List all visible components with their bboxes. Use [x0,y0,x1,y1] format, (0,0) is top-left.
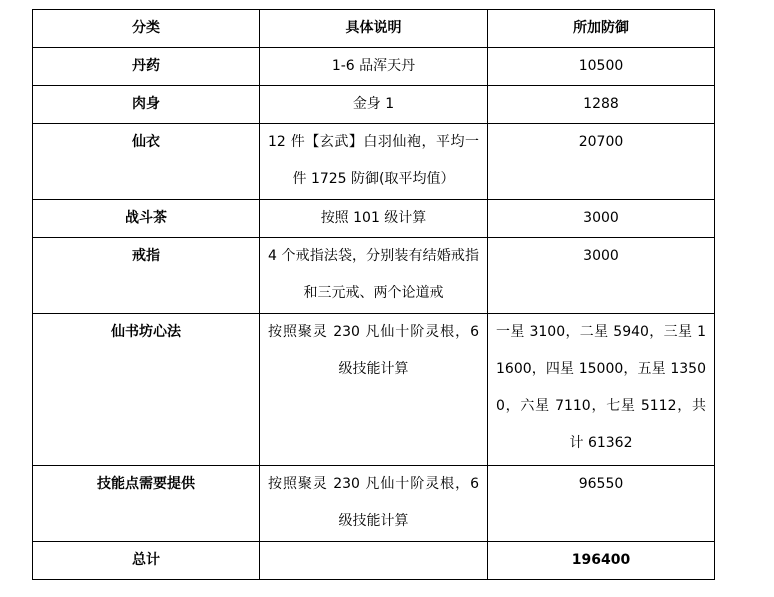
table-header-row [33,10,715,48]
table-row [33,86,715,124]
defense-cell: 96550 [488,466,715,542]
description-cell: 金身 1 [260,86,488,124]
description-cell: 4 个戒指法袋，分别装有结婚戒指和三元戒、两个论道戒 [260,238,488,314]
description-cell: 按照聚灵 230 凡仙十阶灵根，6 级技能计算 [260,314,488,466]
defense-table [32,9,715,580]
total-description-cell [260,542,488,580]
defense-cell: 1288 [488,86,715,124]
category-cell: 战斗茶 [33,200,260,238]
table-row [33,200,715,238]
total-label-cell: 总计 [33,542,260,580]
defense-cell: 10500 [488,48,715,86]
total-row [33,542,715,580]
category-cell: 仙衣 [33,124,260,200]
table-row [33,238,715,314]
category-cell: 丹药 [33,48,260,86]
defense-cell: 一星 3100，二星 5940，三星 11600，四星 15000，五星 13500，六星 7110，七星 5112，共计 61362 [488,314,715,466]
category-cell: 肉身 [33,86,260,124]
table-row [33,466,715,542]
category-cell: 仙书坊心法 [33,314,260,466]
table-row [33,314,715,466]
description-cell: 1-6 品浑天丹 [260,48,488,86]
category-cell: 技能点需要提供 [33,466,260,542]
header-category: 分类 [33,10,260,48]
category-cell: 戒指 [33,238,260,314]
description-cell: 12 件【玄武】白羽仙袍，平均一件 1725 防御(取平均值） [260,124,488,200]
header-defense: 所加防御 [488,10,715,48]
defense-cell: 20700 [488,124,715,200]
description-cell: 按照聚灵 230 凡仙十阶灵根，6 级技能计算 [260,466,488,542]
total-value-cell: 196400 [488,542,715,580]
description-cell: 按照 101 级计算 [260,200,488,238]
table-row [33,48,715,86]
header-description: 具体说明 [260,10,488,48]
defense-cell: 3000 [488,238,715,314]
table-row [33,124,715,200]
defense-cell: 3000 [488,200,715,238]
